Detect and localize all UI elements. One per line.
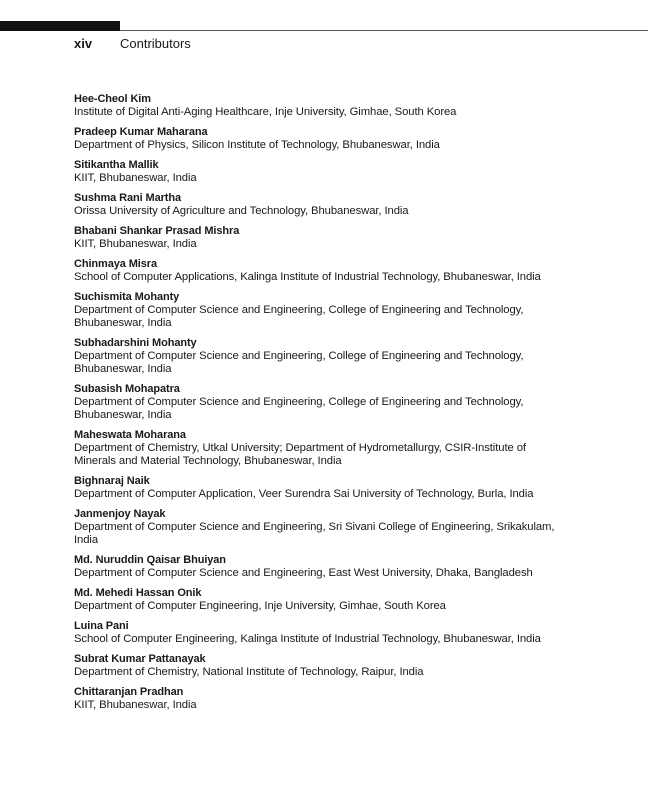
contributor-affiliation: Minerals and Material Technology, Bhubaneswar, India (74, 455, 342, 467)
contributor-name: Subasish Mohapatra (74, 383, 180, 395)
contributor-affiliation: Department of Computer Engineering, Inje University, Gimhae, South Korea (74, 600, 446, 612)
contributor-name: Hee-Cheol Kim (74, 93, 151, 105)
header-bar (0, 21, 120, 31)
contributor-affiliation: Department of Computer Science and Engineering, Sri Sivani College of Engineering, Srikakulam, (74, 521, 555, 533)
contributor-affiliation: Institute of Digital Anti-Aging Healthcare, Inje University, Gimhae, South Korea (74, 106, 457, 118)
contributor-list (74, 93, 574, 719)
contributor-name: Md. Mehedi Hassan Onik (74, 587, 202, 599)
contributor-affiliation: India (74, 534, 98, 546)
contributor-name: Janmenjoy Nayak (74, 508, 166, 520)
contributor-name: Md. Nuruddin Qaisar Bhuiyan (74, 554, 226, 566)
contributor-affiliation: Department of Chemistry, Utkal University; Department of Hydrometallurgy, CSIR-Institute of (74, 442, 526, 454)
contributor-affiliation: Department of Computer Science and Engineering, College of Engineering and Technology, (74, 396, 524, 408)
contributor-entry (74, 258, 574, 284)
contributor-entry (74, 126, 574, 152)
contributor-entry (74, 225, 574, 251)
contributor-entry (74, 429, 574, 468)
contributor-name: Suchismita Mohanty (74, 291, 180, 303)
contributor-affiliation: Bhubaneswar, India (74, 363, 172, 375)
contributor-affiliation: Department of Chemistry, National Institute of Technology, Raipur, India (74, 666, 424, 678)
contributor-name: Sushma Rani Martha (74, 192, 182, 204)
contributor-name: Bighnaraj Naik (74, 475, 150, 487)
contributor-entry (74, 159, 574, 185)
contributor-entry (74, 192, 574, 218)
contributor-entry (74, 93, 574, 119)
contributor-entry (74, 383, 574, 422)
contributor-entry (74, 554, 574, 580)
contributor-name: Maheswata Moharana (74, 429, 186, 441)
contributor-affiliation: KIIT, Bhubaneswar, India (74, 699, 197, 711)
contributor-name: Chinmaya Misra (74, 258, 157, 270)
contributor-entry (74, 653, 574, 679)
running-head (74, 36, 191, 52)
contributor-name: Bhabani Shankar Prasad Mishra (74, 225, 240, 237)
contributor-name: Pradeep Kumar Maharana (74, 126, 208, 138)
contributor-affiliation: School of Computer Engineering, Kalinga Institute of Industrial Technology, Bhubaneswar, India (74, 633, 541, 645)
contributor-entry (74, 686, 574, 712)
contributor-name: Subrat Kumar Pattanayak (74, 653, 206, 665)
contributor-name: Chittaranjan Pradhan (74, 686, 184, 698)
contributor-name: Luina Pani (74, 620, 129, 632)
contributor-affiliation: Department of Physics, Silicon Institute of Technology, Bhubaneswar, India (74, 139, 440, 151)
contributor-name: Sitikantha Mallik (74, 159, 159, 171)
contributor-affiliation: Department of Computer Science and Engineering, College of Engineering and Technology, (74, 350, 524, 362)
contributor-entry (74, 291, 574, 330)
contributor-entry (74, 508, 574, 547)
contributor-affiliation: Orissa University of Agriculture and Technology, Bhubaneswar, India (74, 205, 409, 217)
page-number: xiv (74, 36, 93, 51)
contributor-affiliation: School of Computer Applications, Kalinga Institute of Industrial Technology, Bhubaneswar, India (74, 271, 541, 283)
contributor-entry (74, 337, 574, 376)
contributor-affiliation: KIIT, Bhubaneswar, India (74, 172, 197, 184)
contributor-affiliation: Department of Computer Science and Engineering, East West University, Dhaka, Bangladesh (74, 567, 533, 579)
contributor-entry (74, 620, 574, 646)
contributor-affiliation: Department of Computer Application, Veer Surendra Sai University of Technology, Burla, India (74, 488, 534, 500)
contributor-name: Subhadarshini Mohanty (74, 337, 197, 349)
contributor-affiliation: KIIT, Bhubaneswar, India (74, 238, 197, 250)
contributor-affiliation: Bhubaneswar, India (74, 317, 172, 329)
contributor-affiliation: Department of Computer Science and Engineering, College of Engineering and Technology, (74, 304, 524, 316)
contributor-affiliation: Bhubaneswar, India (74, 409, 172, 421)
contributor-entry (74, 475, 574, 501)
header-rule (120, 30, 648, 31)
contributor-entry (74, 587, 574, 613)
section-title: Contributors (120, 36, 191, 51)
